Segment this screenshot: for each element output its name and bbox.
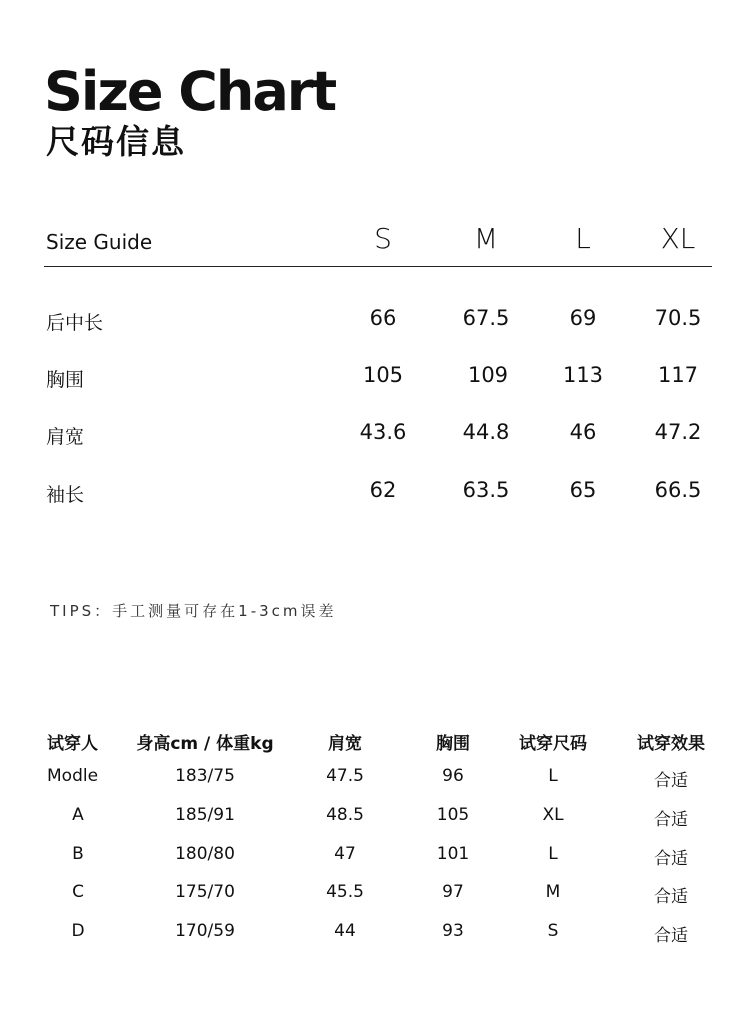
cell: Modle	[47, 766, 99, 786]
value-cell: 105	[362, 363, 404, 387]
row-label: 肩宽	[46, 426, 85, 448]
cell: D	[71, 921, 85, 941]
value-cell: 66.5	[654, 478, 702, 502]
cell: 185/91	[175, 805, 235, 825]
size-guide-header	[44, 222, 712, 267]
try-on-header	[0, 729, 750, 759]
page-subtitle: 尺码信息	[46, 122, 186, 161]
cell: 合适	[654, 771, 688, 791]
cell: 93	[442, 921, 464, 941]
cell: S	[547, 921, 559, 941]
cell: 96	[442, 766, 464, 786]
row-label: 袖长	[46, 484, 85, 506]
cell: 45.5	[326, 882, 364, 902]
table-row	[0, 921, 750, 951]
value-cell: 69	[569, 306, 597, 330]
cell: C	[72, 882, 84, 902]
cell: 97	[442, 882, 464, 902]
cell: A	[72, 805, 84, 825]
table-row	[0, 805, 750, 835]
value-cell: 47.2	[654, 420, 702, 444]
row-label: 后中长	[46, 312, 104, 334]
header-cell: 肩宽	[328, 734, 362, 754]
value-cell: 65	[569, 478, 597, 502]
cell: 48.5	[326, 805, 364, 825]
size-header-l: L	[575, 222, 591, 255]
value-cell: 66	[369, 306, 397, 330]
value-cell: 67.5	[462, 306, 510, 330]
size-header-xl: XL	[660, 222, 696, 255]
size-header-m: M	[473, 222, 499, 255]
value-cell: 109	[467, 363, 509, 387]
cell: 175/70	[175, 882, 235, 902]
value-cell: 117	[657, 363, 699, 387]
size-header-s: S	[374, 222, 392, 255]
cell: 合适	[654, 810, 688, 830]
cell: 47	[334, 844, 356, 864]
cell: 101	[436, 844, 470, 864]
header-cell: 身高cm / 体重kg	[136, 734, 274, 754]
value-cell: 44.8	[462, 420, 510, 444]
cell: L	[548, 766, 558, 786]
size-guide-label: Size Guide	[46, 230, 153, 254]
header-cell: 胸围	[436, 734, 470, 754]
value-cell: 113	[562, 363, 604, 387]
value-cell: 43.6	[359, 420, 407, 444]
table-row	[0, 882, 750, 912]
tips-note: TIPS：手工测量可存在1-3cm误差	[50, 602, 337, 620]
cell: 44	[334, 921, 356, 941]
value-cell: 62	[369, 478, 397, 502]
table-row	[0, 844, 750, 874]
cell: 合适	[654, 926, 688, 946]
header-cell: 试穿尺码	[519, 734, 587, 754]
header-cell: 试穿人	[47, 734, 98, 754]
value-cell: 63.5	[462, 478, 510, 502]
value-cell: 46	[569, 420, 597, 444]
cell: 合适	[654, 887, 688, 907]
cell: 183/75	[175, 766, 235, 786]
row-label: 胸围	[46, 369, 85, 391]
header-cell: 试穿效果	[637, 734, 705, 754]
page-title: Size Chart	[44, 60, 336, 123]
cell: XL	[542, 805, 564, 825]
cell: M	[545, 882, 561, 902]
table-row	[44, 302, 712, 342]
cell: 合适	[654, 849, 688, 869]
value-cell: 70.5	[654, 306, 702, 330]
table-row	[44, 474, 712, 514]
table-row	[44, 359, 712, 399]
cell: 47.5	[326, 766, 364, 786]
cell: 180/80	[175, 844, 235, 864]
cell: B	[72, 844, 84, 864]
table-row	[44, 416, 712, 456]
cell: L	[548, 844, 558, 864]
cell: 170/59	[175, 921, 235, 941]
cell: 105	[436, 805, 470, 825]
table-row	[0, 766, 750, 796]
